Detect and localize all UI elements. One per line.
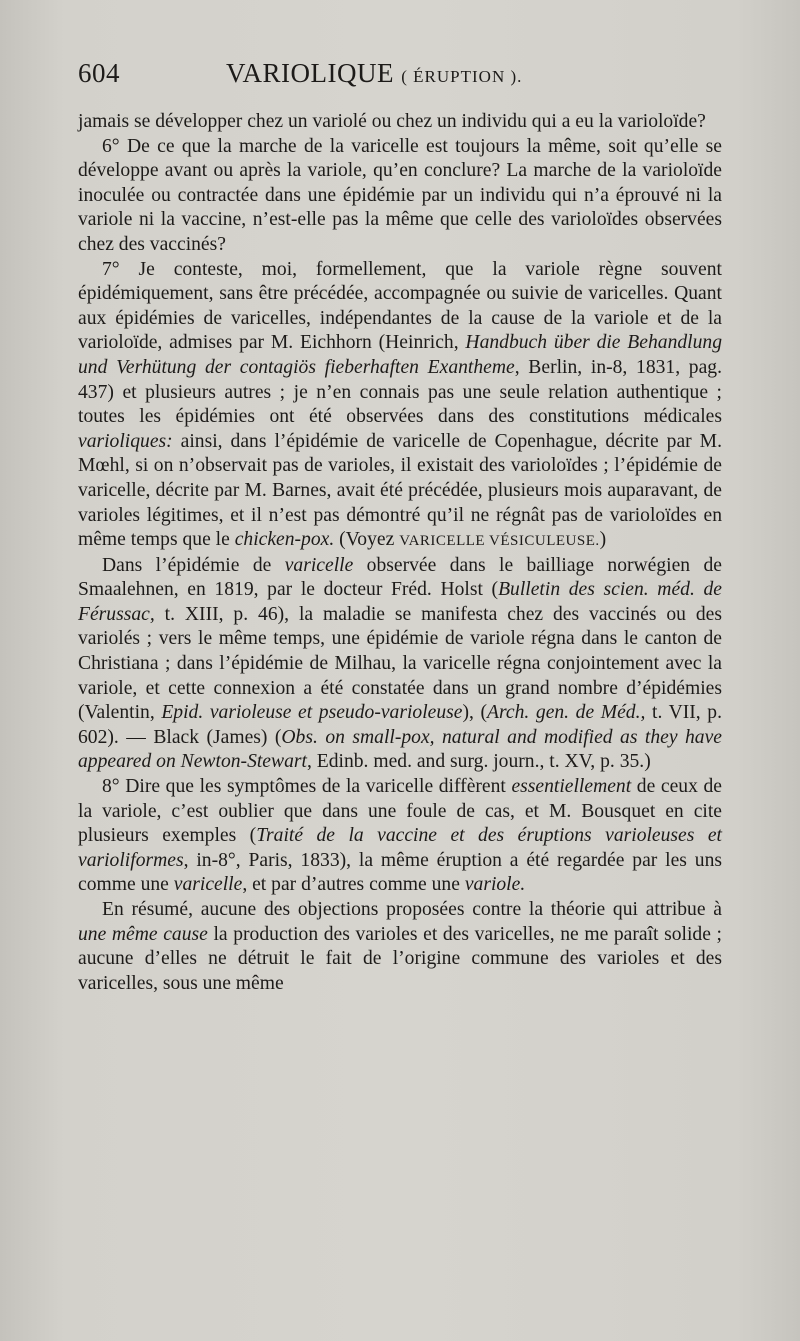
text-run: ), ( [462,702,488,724]
text-run: de ceux de la variole, c’est oublier que dans une foule de cas, et M. Bousquet en cite plusieurs exemples ( [78,776,722,847]
running-title-sub: ( ÉRUPTION ). [401,67,523,86]
text-run: , in-8°, Paris, 1833), la même éruption a été regardée par les uns comme une [78,849,722,896]
italic-text: varioliques: [78,430,173,452]
running-title [226,58,522,89]
italic-text: variole. [464,874,526,896]
italic-text: Arch. gen. de Méd., [487,702,646,724]
paragraph [78,110,722,135]
text-run: observée dans le bailliage norwégien de Smaalehnen, en 1819, par le docteur Fréd. Holst ( [78,554,722,601]
text-run: ) [599,529,607,551]
body-text [78,110,722,996]
text-run: , Edinb. med. and surg. journ., t. XV, p. 35.) [306,751,651,773]
italic-text: Handbuch über die Behandlung und Verhütung der contagiös fieberhaften Exantheme [78,332,722,378]
italic-text: essentiellement [511,776,632,798]
text-run: En résumé, aucune des objections proposées contre la théorie qui attribue à [102,899,722,920]
italic-text: varicelle [173,874,243,896]
paragraph [78,135,722,258]
italic-text: Epid. varioleuse et pseudo-varioleuse [161,702,463,724]
paragraph [78,554,722,775]
text-run: , Berlin, in-8, 1831, pag. 437) et plusieurs autres ; je n’en connais pas une seule relation authentique ; toutes les épidémies ont été observées dans des constitutions médicales [78,356,722,428]
text-run: 7° Je conteste, moi, formellement, que la variole règne souvent épidémiquement, sans être précédée, accompagnée ou suivie de varicelles. Quant aux épidémies de varicelles, indépendantes de la cause de la variole et de la varioloïde, admises par M. Eichhorn (Heinrich, [78,258,722,354]
italic-text: une même cause [78,923,208,945]
italic-text: Obs. on small-pox, natural and modified as they have appeared on Newton-Stewart [78,726,722,773]
text-run: 8° Dire que les symptômes de la varicelle diffèrent [102,776,512,798]
text-run: , et par d’autres comme une [242,874,465,896]
paragraph [78,775,722,898]
running-title-main: VARIOLIQUE [226,58,394,88]
text-run: t. XIII, p. 46), la maladie se manifesta chez des vaccinés ou des variolés ; vers le même temps, une épidémie de variole régna dans le canton de Christiana ; dans l’épidémie de Milhau, la varicelle régna conjointement avec la variole, et cette connexion a été constatée dans un grand nombre d’épidémies (Valentin, [78,603,722,724]
italic-text: Bulletin des scien. méd. de Férussac, [78,579,722,625]
italic-text: varicelle [284,554,354,576]
page-header [78,58,728,98]
paragraph [78,258,722,554]
text-run: Dans l’épidémie de [102,554,285,576]
italic-text: Traité de la vaccine et des éruptions varioleuses et varioliformes [78,825,722,871]
text-run: 6° De ce que la marche de la varicelle est toujours la même, soit qu’elle se développe avant ou après la variole, qu’en conclure? La marche de la varioloïde inoculée ou contractée dans une épidémie par un individu qui n’a éprouvé ni la variole ni la vaccine, n’est-elle pas la même que celle des varioloïdes observées chez des vaccinés? [78,135,722,255]
text-run: jamais se développer chez un variolé ou chez un individu qui a eu la varioloïde? [78,111,706,132]
smallcaps-text: VARICELLE VÉSICULEUSE. [399,533,600,550]
italic-text: chicken-pox. [234,529,335,551]
text-run: la production des varioles et des varicelles, ne me paraît solide ; aucune d’elles ne détruit le fait de l’origine commune des varioles et des varicelles, sous une même [78,923,722,994]
text-run: (Voyez [334,529,400,551]
paragraph [78,898,722,996]
text-run: t. VII, p. 602). — Black (James) ( [78,702,723,748]
text-run: ainsi, dans l’épidémie de varicelle de Copenhague, décrite par M. Mœhl, si on n’observait pas de varioles, il existait des varioloïdes ; l’épidémie de varicelle, décrite par M. Barnes, avait été précédée, plusieurs mois auparavant, de varioles légitimes, et il n’est pas démontré qu’il ne régnât pas de varioloïdes en même temps que le [78,430,722,551]
page-number: 604 [78,58,120,88]
